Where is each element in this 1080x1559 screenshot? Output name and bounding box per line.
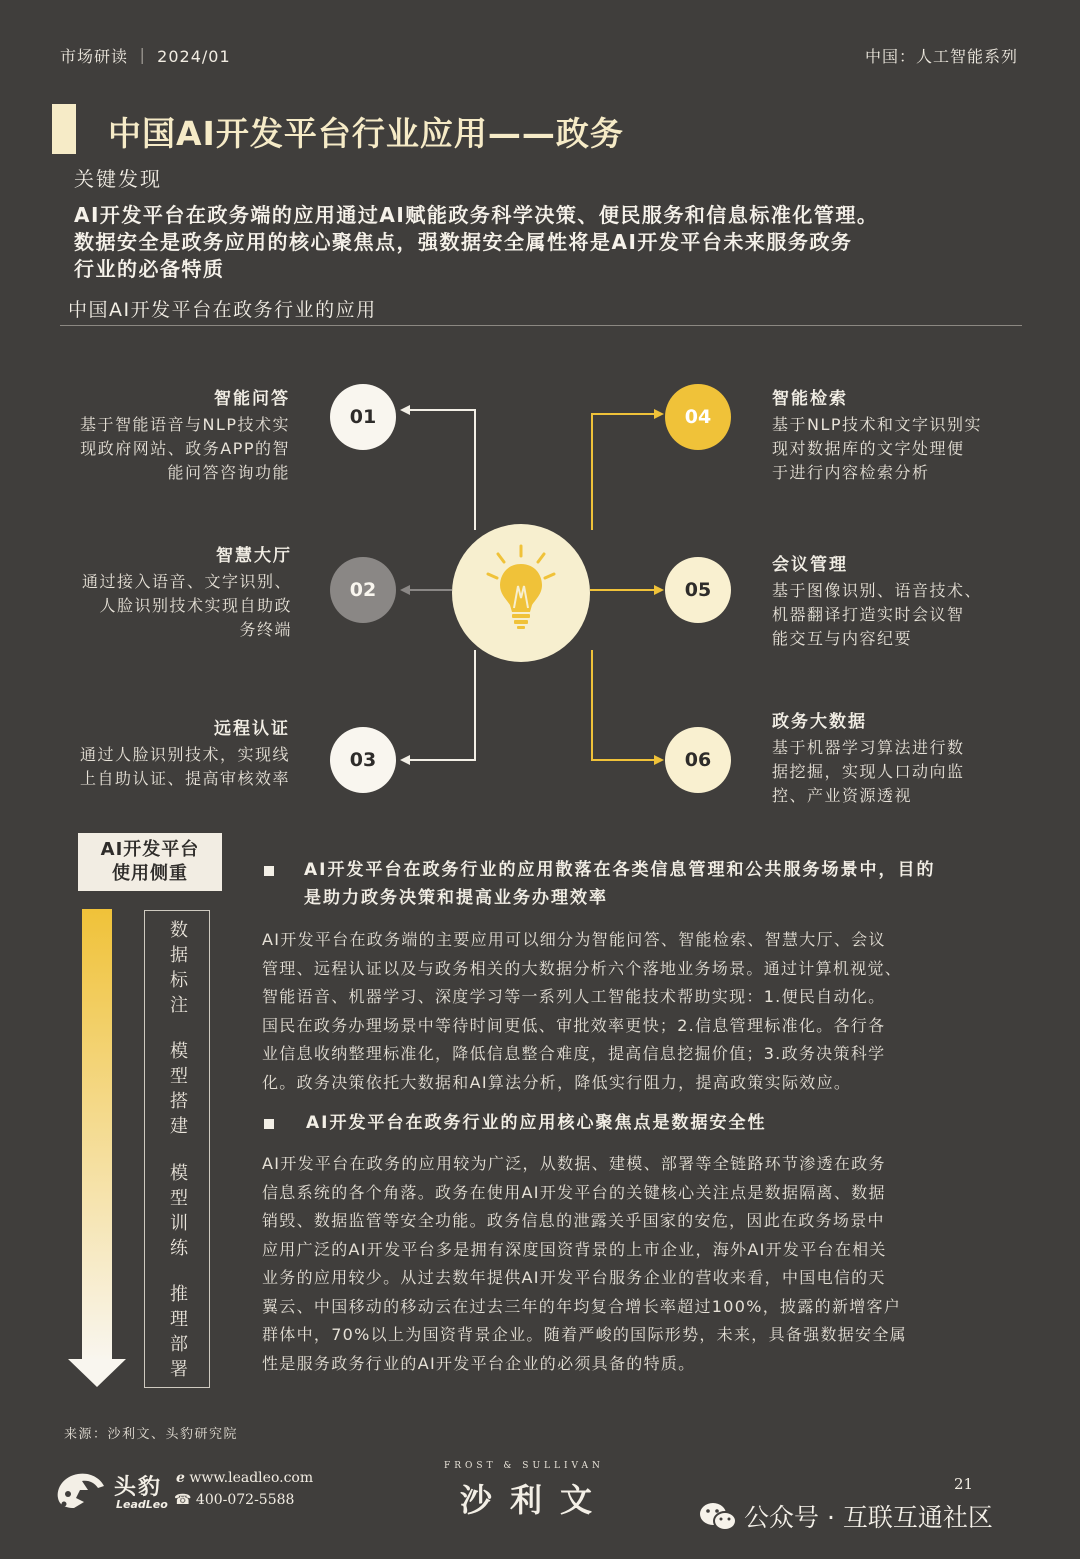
fs-wordmark-top: FROST & SULLIVAN [444, 1461, 604, 1471]
bullet-square-icon [264, 1119, 274, 1129]
paragraph-2 [262, 1150, 1022, 1378]
header-right: 中国：人工智能系列 [864, 47, 1018, 66]
bullet-heading-2 [306, 1109, 766, 1137]
focus-label-line: 使用侧重 [112, 863, 188, 884]
phone-row [174, 1492, 294, 1508]
desc-line: 于进行内容检索分析 [772, 463, 930, 482]
website-link[interactable]: www.leadleo.com [189, 1470, 314, 1486]
connector-04 [592, 414, 662, 530]
circle-04: 04 [665, 384, 731, 450]
para-line: 管理、远程认证以及与政务相关的大数据分析六个落地业务场景。通过计算机视觉、 [262, 958, 903, 978]
item-05 [772, 550, 982, 651]
heading-line: AI开发平台在政务行业的应用核心聚焦点是数据安全性 [306, 1113, 767, 1133]
brand-sub: LeadLeo [116, 1498, 168, 1511]
item-desc [772, 736, 965, 808]
desc-line: 现政府网站、政务APP的智 [80, 439, 290, 458]
heading-line: 是助力政务决策和提高业务办理效率 [304, 888, 608, 908]
phone-icon: ☎ [174, 1492, 192, 1508]
connector-03 [402, 650, 475, 760]
stage-inference-deploy: 推 理 部 署 [170, 1284, 188, 1380]
para-line: 翼云、中国移动的移动云在过去三年的年均复合增长率超过100%，披露的新增客户 [262, 1296, 902, 1316]
item-01 [80, 384, 290, 485]
focus-label [78, 833, 222, 891]
item-03 [80, 714, 290, 791]
page-title: 中国AI开发平台行业应用——政务 [108, 114, 624, 153]
item-desc [772, 579, 982, 651]
bullet-heading-1 [304, 856, 935, 912]
para-line: 业信息收纳整理标准化，降低信息整合难度，提高信息挖掘价值；3.政务决策科学 [262, 1044, 886, 1063]
item-desc [80, 743, 290, 791]
diagram-heading: 中国AI开发平台在政务行业的应用 [68, 299, 377, 321]
item-desc [82, 570, 292, 642]
wechat-icon [698, 1500, 738, 1534]
fs-wordmark-main: 沙利文 [460, 1481, 611, 1519]
connector-06 [592, 650, 662, 760]
browser-icon: e [176, 1470, 185, 1486]
lightbulb-icon [452, 524, 590, 662]
desc-line: 上自助认证、提高审核效率 [79, 769, 290, 788]
para-line: 信息系统的各个角落。政务在使用AI开发平台的关键核心关注点是数据隔离、数据 [262, 1182, 886, 1202]
website-row [176, 1470, 313, 1486]
desc-line: 据挖掘，实现人口动向监 [772, 762, 965, 781]
item-title: 政务大数据 [772, 712, 867, 732]
key-findings-label: 关键发现 [74, 167, 162, 191]
summary-line: 行业的必备特质 [74, 257, 225, 281]
item-04 [772, 384, 982, 485]
gradient-arrow-shaft [82, 909, 112, 1361]
item-title: 远程认证 [214, 719, 290, 739]
stage-data-labeling: 数 据 标 注 [170, 920, 188, 1016]
item-desc [80, 413, 290, 485]
header-left: 市场研读 ｜ 2024/01 [60, 47, 231, 66]
circle-03: 03 [330, 727, 396, 793]
stage-model-building: 模 型 搭 建 [170, 1041, 188, 1137]
circle-05: 05 [665, 557, 731, 623]
para-line: 销毁、数据监管等安全功能。政务信息的泄露关乎国家的安危，因此在政务场景中 [262, 1211, 885, 1230]
circle-06: 06 [665, 727, 731, 793]
source-note: 来源：沙利文、头豹研究院 [64, 1427, 239, 1442]
para-line: 应用广泛的AI开发平台多是拥有深度国资背景的上市企业，海外AI开发平台在相关 [262, 1239, 887, 1259]
desc-line: 基于智能语音与NLP技术实 [79, 415, 290, 434]
summary-line: 数据安全是政务应用的核心聚焦点，强数据安全属性将是AI开发平台未来服务政务 [74, 230, 853, 254]
heading-line: AI开发平台在政务行业的应用散落在各类信息管理和公共服务场景中，目的 [304, 860, 936, 880]
desc-line: 基于图像识别、语音技术、 [772, 581, 983, 600]
para-line: 业务的应用较少。从过去数年提供AI开发平台服务企业的营收来看，中国电信的天 [262, 1268, 886, 1287]
paragraph-1 [262, 926, 1022, 1097]
para-line: AI开发平台在政务的应用较为广泛，从数据、建模、部署等全链路环节渗透在政务 [262, 1154, 886, 1173]
desc-line: 能问答咨询功能 [167, 463, 290, 482]
gradient-arrow-head [68, 1359, 126, 1387]
page-number: 21 [954, 1475, 974, 1493]
para-line: AI开发平台在政务端的主要应用可以细分为智能问答、智能检索、智慧大厅、会议 [262, 930, 886, 949]
circle-02: 02 [330, 557, 396, 623]
hub-circle [452, 524, 590, 662]
leopard-logo-icon [54, 1468, 106, 1512]
item-desc [772, 413, 982, 485]
para-line: 化。政务决策依托大数据和AI算法分析，降低实行阻力，提高政策实际效应。 [262, 1072, 852, 1092]
item-title: 智能问答 [214, 389, 290, 409]
stage-model-training: 模 型 训 练 [170, 1163, 188, 1259]
watermark-text: 公众号 · 互联互通社区 [744, 1503, 993, 1532]
desc-line: 控、产业资源透视 [772, 786, 913, 805]
desc-line: 基于机器学习算法进行数 [772, 738, 965, 757]
desc-line: 机器翻译打造实时会议智 [772, 605, 965, 624]
item-title: 智慧大厅 [216, 546, 292, 566]
summary-line: AI开发平台在政务端的应用通过AI赋能政务科学决策、便民服务和信息标准化管理。 [74, 203, 879, 227]
connector-01 [402, 410, 475, 530]
item-title: 会议管理 [772, 555, 848, 575]
desc-line: 能交互与内容纪要 [772, 629, 913, 648]
para-line: 性是服务政务行业的AI开发平台企业的必须具备的特质。 [262, 1353, 696, 1373]
para-line: 群体中，70%以上为国资背景企业。随着严峻的国际形势，未来，具备强数据安全属 [262, 1325, 907, 1344]
desc-line: 现对数据库的文字处理便 [772, 439, 965, 458]
desc-line: 基于NLP技术和文字识别实 [772, 415, 983, 434]
para-line: 国民在政务办理场景中等待时间更低、审批效率更快；2.信息管理标准化。各行各 [262, 1015, 886, 1035]
phone-number: 400-072-5588 [195, 1492, 295, 1508]
desc-line: 通过接入语音、文字识别、 [81, 572, 292, 591]
focus-label-line: AI开发平台 [100, 839, 200, 860]
brand-name: 头豹 [114, 1475, 163, 1500]
item-06 [772, 707, 965, 808]
item-title: 智能检索 [772, 389, 848, 409]
desc-line: 人脸识别技术实现自助政 [99, 596, 292, 615]
desc-line: 务终端 [239, 620, 292, 639]
item-02 [82, 541, 292, 642]
para-line: 智能语音、机器学习、深度学习等一系列人工智能技术帮助实现：1.便民自动化。 [262, 987, 886, 1006]
circle-01: 01 [330, 384, 396, 450]
desc-line: 通过人脸识别技术，实现线 [79, 745, 290, 764]
bullet-square-icon [264, 866, 274, 876]
